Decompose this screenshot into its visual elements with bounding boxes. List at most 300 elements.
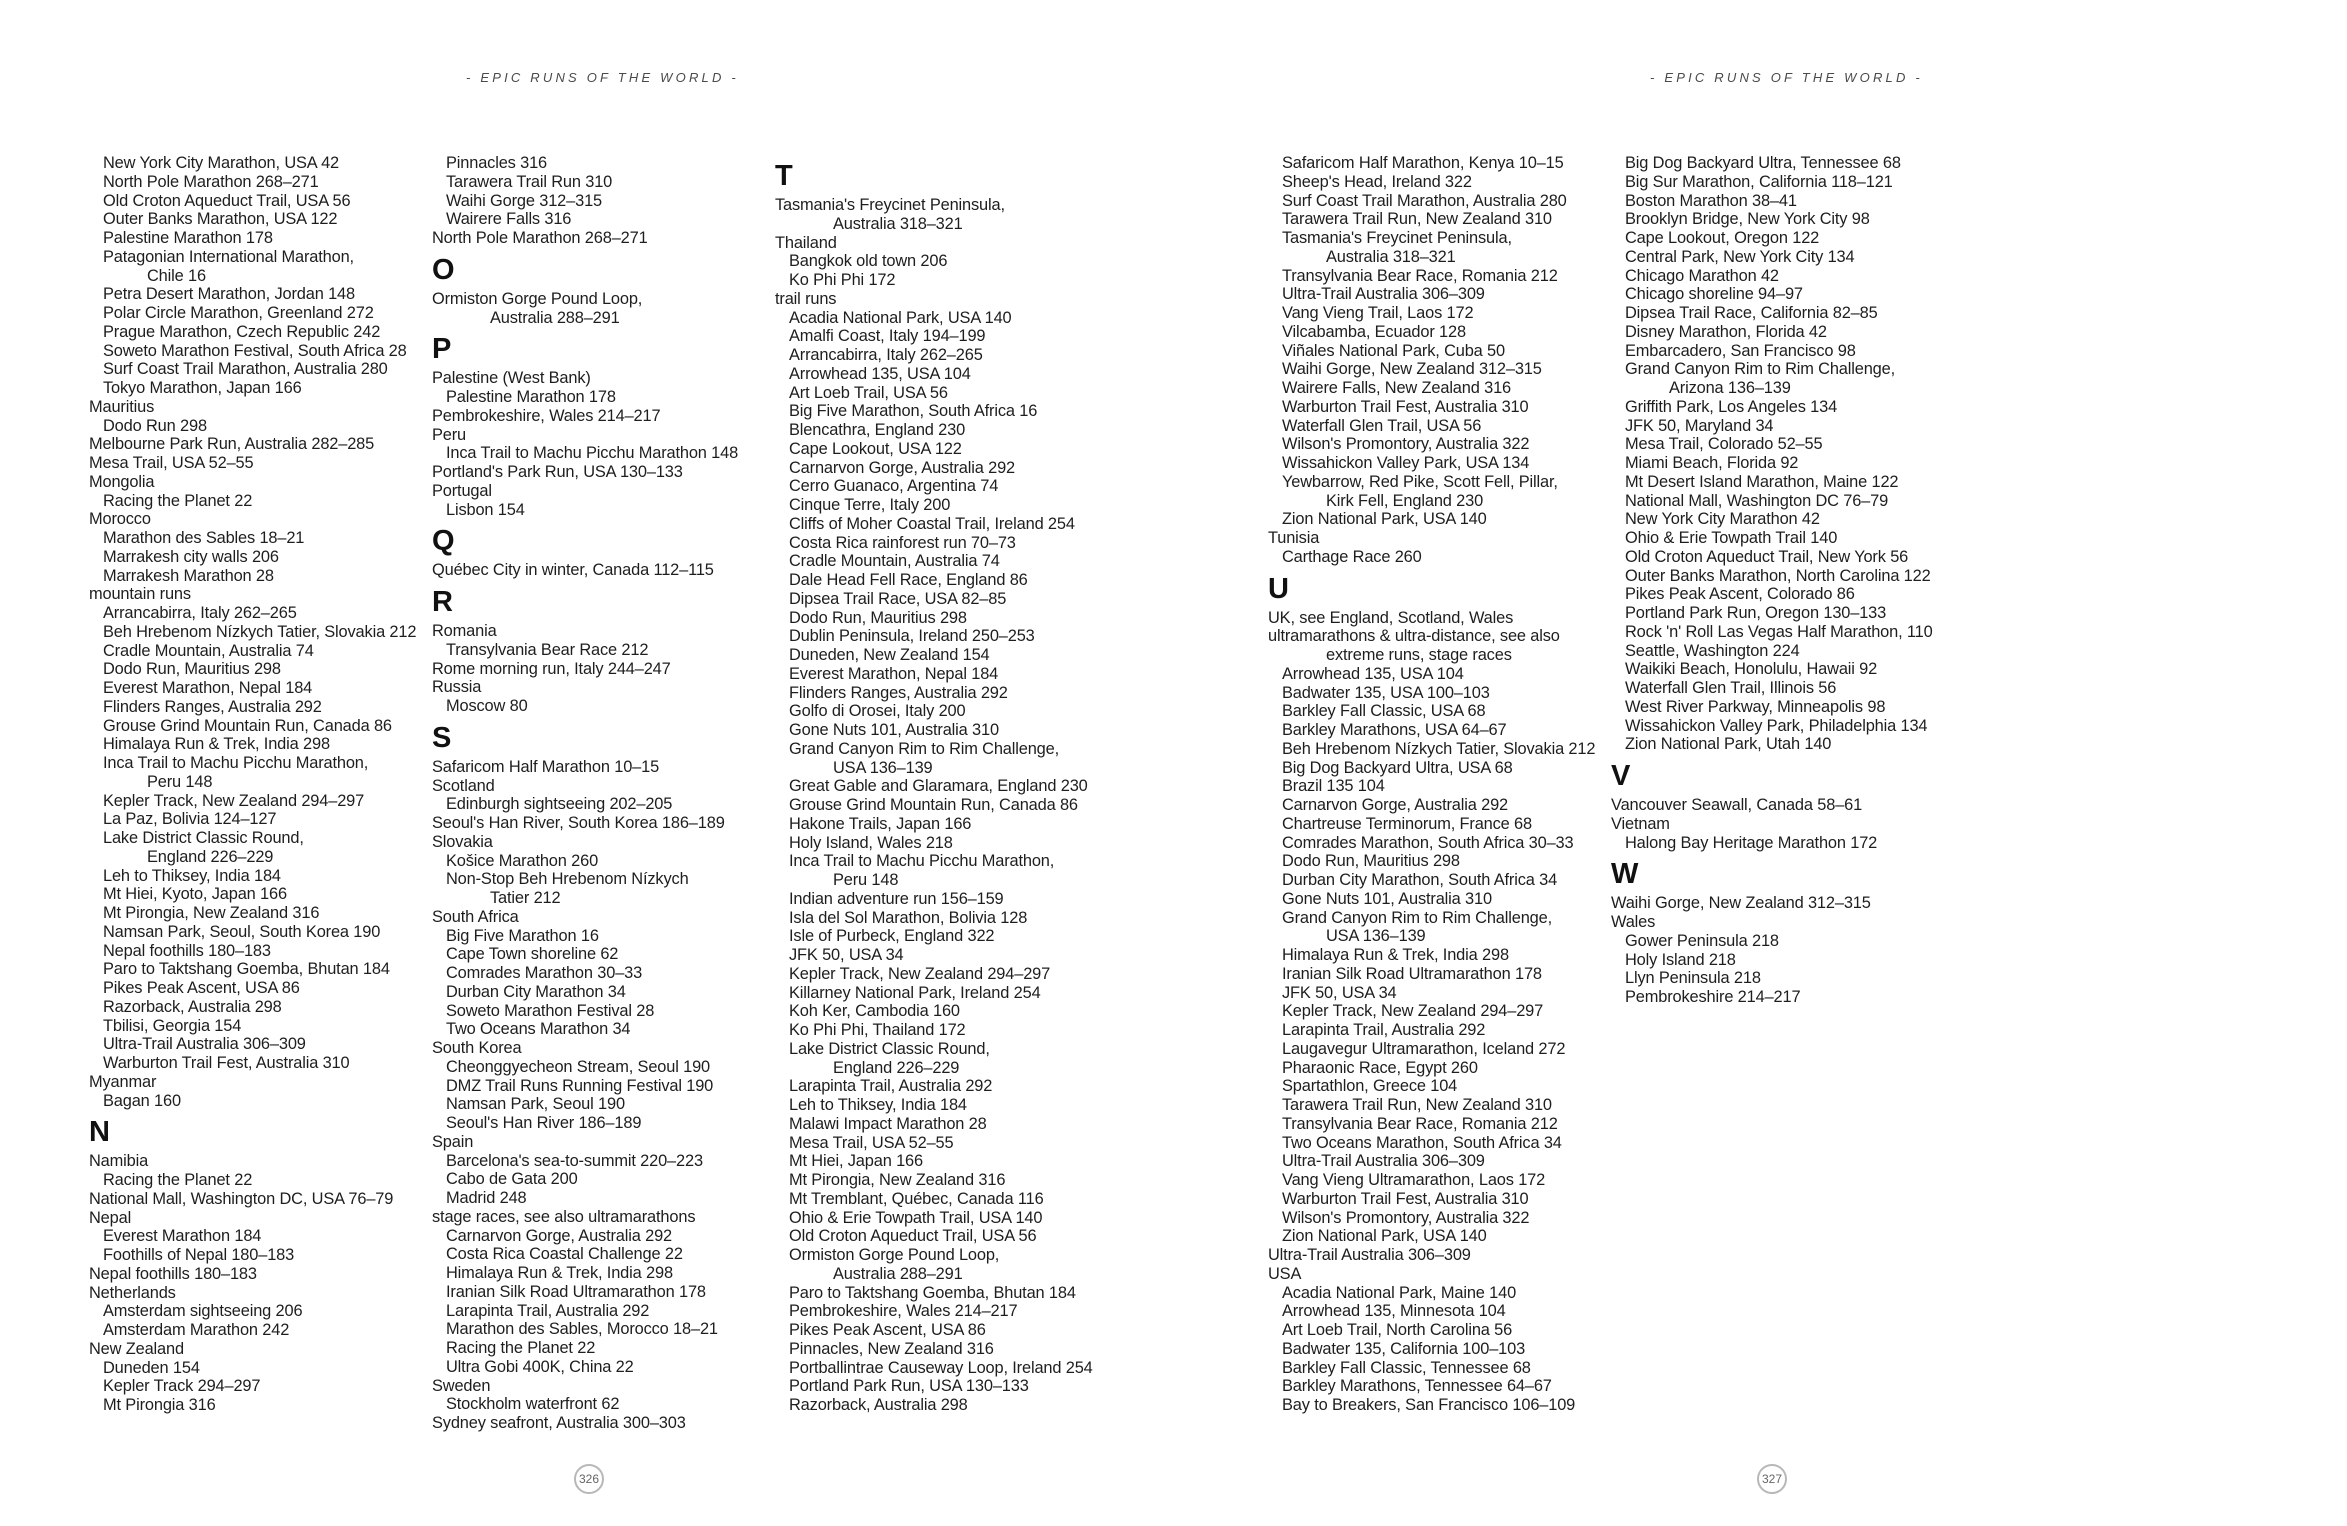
- index-subentry: Blencathra, England 230: [789, 421, 966, 439]
- index-subentry: Mt Pirongia, New Zealand 316: [103, 904, 320, 922]
- index-subentry: Grand Canyon Rim to Rim Challenge,: [1282, 908, 1553, 927]
- index-subentry: Surf Coast Trail Marathon, Australia 280: [1282, 191, 1567, 210]
- index-subentry: Miami Beach, Florida 92: [1625, 454, 1799, 472]
- index-subentry: Cape Town shoreline 62: [446, 945, 619, 964]
- index-subentry: Big Sur Marathon, California 118–121: [1625, 172, 1893, 191]
- index-entry: Vancouver Seawall, Canada 58–61: [1611, 796, 1863, 814]
- index-subentry: Holy Island 218: [1625, 950, 1736, 969]
- index-subentry: Laugavegur Ultramarathon, Iceland 272: [1282, 1039, 1566, 1058]
- index-subentry: Dublin Peninsula, Ireland 250–253: [789, 627, 1035, 646]
- index-entry: Mauritius: [89, 397, 155, 416]
- index-subentry: Isla del Sol Marathon, Bolivia 128: [789, 908, 1028, 927]
- index-subentry: Dodo Run, Mauritius 298: [789, 608, 967, 627]
- index-subentry: Chartreuse Terminorum, France 68: [1282, 814, 1532, 833]
- index-entry: mountain runs: [89, 585, 191, 604]
- index-subentry: Stockholm waterfront 62: [446, 1395, 620, 1414]
- index-subentry: Embarcadero, San Francisco 98: [1625, 341, 1856, 360]
- index-entry: Ormiston Gorge Pound Loop,: [432, 289, 643, 308]
- index-entry: USA: [1268, 1264, 1302, 1283]
- index-entry: Myanmar: [89, 1072, 157, 1091]
- index-subentry: Spartathlon, Greece 104: [1282, 1077, 1458, 1096]
- index-subentry: Flinders Ranges, Australia 292: [789, 683, 1008, 702]
- index-subentry: Waterfall Glen Trail, USA 56: [1282, 416, 1482, 435]
- index-subentry: Ultra-Trail Australia 306–309: [1282, 1152, 1485, 1171]
- index-subentry: Everest Marathon, Nepal 184: [103, 679, 313, 697]
- index-subentry: Malawi Impact Marathon 28: [789, 1114, 987, 1133]
- index-subentry: Kepler Track, New Zealand 294–297: [1282, 1002, 1544, 1021]
- index-subentry: Badwater 135, California 100–103: [1282, 1339, 1526, 1358]
- index-subentry: Transylvania Bear Race 212: [446, 640, 649, 659]
- index-subentry: Rock 'n' Roll Las Vegas Half Marathon, 110: [1625, 622, 1933, 641]
- index-entry: South Africa: [432, 907, 519, 926]
- index-subentry: Beh Hrebenom Nízkych Tatier, Slovakia 212: [103, 622, 417, 641]
- index-entry: Morocco: [89, 510, 151, 529]
- index-subentry: Chicago Marathon 42: [1625, 266, 1779, 285]
- index-subentry: Ultra Gobi 400K, China 22: [446, 1357, 634, 1376]
- index-subentry: Brooklyn Bridge, New York City 98: [1625, 210, 1870, 229]
- index-subentry: Ohio & Erie Towpath Trail, USA 140: [789, 1208, 1043, 1227]
- index-subentry: Griffith Park, Los Angeles 134: [1625, 397, 1838, 416]
- index-subentry: Indian adventure run 156–159: [789, 889, 1004, 908]
- index-subentry: Art Loeb Trail, USA 56: [789, 383, 948, 402]
- index-continuation: Peru 148: [147, 772, 213, 791]
- index-subentry: Cliffs of Moher Coastal Trail, Ireland 254: [789, 514, 1075, 533]
- index-subentry: Central Park, New York City 134: [1625, 247, 1855, 266]
- index-column-5: [1611, 154, 1933, 1007]
- index-subentry: Koh Ker, Cambodia 160: [789, 1002, 960, 1021]
- index-subentry: Prague Marathon, Czech Republic 242: [103, 322, 381, 341]
- index-subentry: Mt Hiei, Kyoto, Japan 166: [103, 885, 287, 904]
- index-subentry: Ko Phi Phi 172: [789, 271, 896, 289]
- index-entry: Namibia: [89, 1152, 149, 1171]
- index-continuation: Australia 288–291: [490, 308, 620, 327]
- index-subentry: Amsterdam sightseeing 206: [103, 1302, 303, 1321]
- index-continuation: Tatier 212: [490, 889, 561, 907]
- index-subentry: Leh to Thiksey, India 184: [789, 1096, 967, 1114]
- index-subentry: Comrades Marathon, South Africa 30–33: [1282, 833, 1574, 852]
- index-subentry: JFK 50, USA 34: [789, 946, 904, 964]
- index-subentry: Wairere Falls, New Zealand 316: [1282, 379, 1512, 397]
- index-entry: Portugal: [432, 481, 492, 500]
- index-subentry: Comrades Marathon 30–33: [446, 964, 643, 982]
- index-entry: North Pole Marathon 268–271: [432, 229, 648, 247]
- index-subentry: Dodo Run, Mauritius 298: [103, 660, 281, 679]
- index-subentry: Amsterdam Marathon 242: [103, 1321, 290, 1339]
- index-subentry: Llyn Peninsula 218: [1625, 969, 1761, 988]
- index-subentry: Wissahickon Valley Park, USA 134: [1282, 454, 1530, 472]
- index-subentry: Dale Head Fell Race, England 86: [789, 571, 1028, 589]
- index-subentry: Racing the Planet 22: [103, 491, 253, 510]
- index-subentry: North Pole Marathon 268–271: [103, 172, 319, 191]
- index-subentry: Mt Tremblant, Québec, Canada 116: [789, 1189, 1044, 1208]
- section-letter: Q: [432, 525, 455, 558]
- index-subentry: Lake District Classic Round,: [103, 829, 304, 847]
- page-number-right: 327: [1757, 1464, 1787, 1494]
- index-subentry: Acadia National Park, Maine 140: [1282, 1283, 1517, 1302]
- index-subentry: Inca Trail to Machu Picchu Marathon,: [789, 852, 1055, 871]
- index-subentry: Warburton Trail Fest, Australia 310: [1282, 397, 1529, 416]
- index-subentry: Kepler Track 294–297: [103, 1377, 261, 1396]
- index-subentry: Larapinta Trail, Australia 292: [446, 1301, 650, 1320]
- index-entry: trail runs: [775, 289, 837, 308]
- index-subentry: Costa Rica rainforest run 70–73: [789, 533, 1016, 552]
- index-subentry: Larapinta Trail, Australia 292: [789, 1077, 993, 1096]
- index-subentry: Racing the Planet 22: [103, 1171, 253, 1189]
- index-subentry: DMZ Trail Runs Running Festival 190: [446, 1076, 714, 1095]
- index-subentry: Carnarvon Gorge, Australia 292: [446, 1226, 673, 1245]
- index-subentry: Duneden, New Zealand 154: [789, 646, 990, 664]
- index-subentry: Sheep's Head, Ireland 322: [1282, 172, 1472, 191]
- index-subentry: Vang Vieng Ultramarathon, Laos 172: [1282, 1171, 1546, 1189]
- index-subentry: Ultra-Trail Australia 306–309: [1282, 285, 1485, 304]
- index-subentry: Bagan 160: [103, 1091, 181, 1110]
- index-subentry: Paro to Taktshang Goemba, Bhutan 184: [103, 960, 390, 979]
- index-subentry: Paro to Taktshang Goemba, Bhutan 184: [789, 1283, 1076, 1302]
- index-continuation: USA 136–139: [1326, 927, 1426, 946]
- index-subentry: Soweto Marathon Festival 28: [446, 1001, 655, 1020]
- index-subentry: Tasmania's Freycinet Peninsula,: [1282, 229, 1512, 247]
- index-subentry: Outer Banks Marathon, North Carolina 122: [1625, 566, 1931, 585]
- index-subentry: Mt Hiei, Japan 166: [789, 1152, 923, 1171]
- index-subentry: Portland Park Run, Oregon 130–133: [1625, 604, 1887, 622]
- index-subentry: Barkley Marathons, USA 64–67: [1282, 721, 1507, 739]
- index-subentry: Palestine Marathon 178: [446, 388, 616, 406]
- index-subentry: Zion National Park, Utah 140: [1625, 735, 1832, 754]
- section-letter: N: [89, 1116, 110, 1149]
- index-subentry: Wairere Falls 316: [446, 210, 572, 229]
- index-subentry: Marathon des Sables 18–21: [103, 529, 305, 547]
- index-subentry: Tbilisi, Georgia 154: [103, 1016, 242, 1035]
- index-subentry: Disney Marathon, Florida 42: [1625, 322, 1827, 341]
- index-subentry: Vilcabamba, Ecuador 128: [1282, 322, 1466, 341]
- index-subentry: Arrancabirra, Italy 262–265: [103, 604, 297, 622]
- index-subentry: JFK 50, Maryland 34: [1625, 416, 1774, 435]
- index-subentry: Wissahickon Valley Park, Philadelphia 134: [1625, 716, 1928, 735]
- index-continuation: Peru 148: [833, 871, 899, 889]
- index-subentry: Larapinta Trail, Australia 292: [1282, 1021, 1486, 1039]
- index-subentry: Cerro Guanaco, Argentina 74: [789, 477, 999, 496]
- index-subentry: Wilson's Promontory, Australia 322: [1282, 1208, 1530, 1227]
- index-subentry: Moscow 80: [446, 697, 528, 715]
- index-entry: Palestine (West Bank): [432, 369, 591, 388]
- index-subentry: Durban City Marathon, South Africa 34: [1282, 871, 1558, 889]
- index-subentry: Lisbon 154: [446, 500, 525, 519]
- index-subentry: Warburton Trail Fest, Australia 310: [1282, 1189, 1529, 1208]
- section-letter: V: [1611, 760, 1631, 792]
- index-subentry: National Mall, Washington DC 76–79: [1625, 491, 1889, 510]
- index-continuation: Australia 318–321: [833, 214, 963, 233]
- index-subentry: Nepal foothills 180–183: [103, 941, 271, 960]
- index-subentry: Badwater 135, USA 100–103: [1282, 683, 1490, 702]
- index-entry: Nepal foothills 180–183: [89, 1264, 257, 1283]
- index-subentry: Namsan Park, Seoul, South Korea 190: [103, 922, 381, 941]
- index-continuation: Australia 288–291: [833, 1264, 963, 1283]
- index-subentry: Grouse Grind Mountain Run, Canada 86: [789, 796, 1078, 814]
- index-subentry: Barcelona's sea-to-summit 220–223: [446, 1151, 703, 1170]
- index-entry: Tasmania's Freycinet Peninsula,: [775, 196, 1005, 214]
- index-subentry: Razorback, Australia 298: [789, 1396, 968, 1414]
- index-subentry: Pikes Peak Ascent, Colorado 86: [1625, 585, 1855, 604]
- running-header-right: - EPIC RUNS OF THE WORLD -: [1650, 70, 1923, 85]
- section-letter: S: [432, 721, 452, 754]
- index-entry: South Korea: [432, 1039, 522, 1057]
- index-subentry: Ultra-Trail Australia 306–309: [103, 1035, 306, 1054]
- index-subentry: Grand Canyon Rim to Rim Challenge,: [789, 739, 1060, 758]
- index-subentry: Palestine Marathon 178: [103, 229, 273, 247]
- index-subentry: Art Loeb Trail, North Carolina 56: [1282, 1321, 1513, 1339]
- index-subentry: Tarawera Trail Run, New Zealand 310: [1282, 1096, 1552, 1114]
- index-subentry: Grouse Grind Mountain Run, Canada 86: [103, 716, 392, 735]
- index-entry: ultramarathons & ultra-distance, see also: [1268, 627, 1560, 646]
- index-subentry: Petra Desert Marathon, Jordan 148: [103, 285, 355, 304]
- page-number-left: 326: [574, 1464, 604, 1494]
- index-subentry: Acadia National Park, USA 140: [789, 308, 1012, 327]
- index-subentry: Everest Marathon, Nepal 184: [789, 664, 999, 683]
- index-subentry: Zion National Park, USA 140: [1282, 1227, 1487, 1246]
- index-entry: Tunisia: [1268, 529, 1320, 547]
- index-entry: Sweden: [432, 1376, 491, 1395]
- index-subentry: Mt Pirongia, New Zealand 316: [789, 1171, 1006, 1189]
- index-subentry: Pembrokeshire, Wales 214–217: [789, 1302, 1018, 1321]
- index-entry: Pembrokeshire, Wales 214–217: [432, 406, 661, 425]
- index-subentry: Grand Canyon Rim to Rim Challenge,: [1625, 360, 1896, 379]
- index-subentry: Bangkok old town 206: [789, 252, 948, 271]
- index-subentry: Durban City Marathon 34: [446, 982, 626, 1001]
- index-subentry: West River Parkway, Minneapolis 98: [1625, 697, 1886, 716]
- index-entry: Ultra-Trail Australia 306–309: [1268, 1246, 1471, 1264]
- index-subentry: Polar Circle Marathon, Greenland 272: [103, 304, 374, 322]
- index-subentry: Racing the Planet 22: [446, 1339, 596, 1357]
- index-subentry: Wilson's Promontory, Australia 322: [1282, 435, 1530, 454]
- index-subentry: Costa Rica Coastal Challenge 22: [446, 1245, 683, 1264]
- section-letter: O: [432, 253, 455, 286]
- index-subentry: Bay to Breakers, San Francisco 106–109: [1282, 1396, 1576, 1414]
- index-subentry: Mt Desert Island Marathon, Maine 122: [1625, 472, 1899, 491]
- index-subentry: Carnarvon Gorge, Australia 292: [1282, 796, 1509, 814]
- index-subentry: New York City Marathon 42: [1625, 510, 1820, 529]
- index-subentry: Dodo Run, Mauritius 298: [1282, 852, 1460, 871]
- index-subentry: Boston Marathon 38–41: [1625, 191, 1797, 210]
- index-subentry: Gone Nuts 101, Australia 310: [789, 721, 999, 739]
- index-subentry: Waikiki Beach, Honolulu, Hawaii 92: [1625, 660, 1878, 679]
- index-subentry: Cabo de Gata 200: [446, 1170, 578, 1189]
- index-entry: Nepal: [89, 1208, 132, 1227]
- index-subentry: Košice Marathon 260: [446, 851, 599, 870]
- index-entry: Mongolia: [89, 472, 155, 491]
- index-entry: Wales: [1611, 913, 1656, 931]
- index-subentry: Inca Trail to Machu Picchu Marathon 148: [446, 444, 739, 463]
- index-entry: Seoul's Han River, South Korea 186–189: [432, 814, 725, 832]
- index-subentry: Madrid 248: [446, 1189, 527, 1207]
- index-subentry: JFK 50, USA 34: [1282, 983, 1397, 1002]
- index-column-1: [89, 154, 416, 1415]
- index-subentry: Waihi Gorge 312–315: [446, 191, 602, 210]
- index-entry: Mesa Trail, USA 52–55: [89, 454, 254, 472]
- index-entry: Spain: [432, 1132, 474, 1151]
- index-subentry: Portland Park Run, USA 130–133: [789, 1377, 1029, 1396]
- index-subentry: Old Croton Aqueduct Trail, New York 56: [1625, 547, 1909, 566]
- index-subentry: Waihi Gorge, New Zealand 312–315: [1282, 360, 1542, 379]
- index-subentry: Edinburgh sightseeing 202–205: [446, 795, 673, 814]
- index-entry: Waihi Gorge, New Zealand 312–315: [1611, 894, 1871, 913]
- index-subentry: Iranian Silk Road Ultramarathon 178: [1282, 964, 1542, 983]
- index-entry: Romania: [432, 622, 497, 640]
- index-subentry: Surf Coast Trail Marathon, Australia 280: [103, 360, 388, 379]
- index-entry: stage races, see also ultramarathons: [432, 1207, 696, 1226]
- index-subentry: Inca Trail to Machu Picchu Marathon,: [103, 754, 369, 772]
- index-entry: National Mall, Washington DC, USA 76–79: [89, 1189, 394, 1208]
- running-header-left: - EPIC RUNS OF THE WORLD -: [466, 70, 739, 85]
- index-subentry: Arrowhead 135, USA 104: [1282, 664, 1464, 683]
- index-entry: Netherlands: [89, 1283, 176, 1302]
- index-subentry: Hakone Trails, Japan 166: [789, 814, 972, 833]
- index-subentry: Carthage Race 260: [1282, 547, 1422, 566]
- index-subentry: Dipsea Trail Race, USA 82–85: [789, 589, 1007, 608]
- index-subentry: Iranian Silk Road Ultramarathon 178: [446, 1282, 706, 1301]
- index-continuation: USA 136–139: [833, 758, 933, 777]
- index-subentry: Everest Marathon 184: [103, 1227, 262, 1246]
- index-subentry: Big Dog Backyard Ultra, Tennessee 68: [1625, 154, 1901, 172]
- index-subentry: Viñales National Park, Cuba 50: [1282, 341, 1505, 360]
- index-entry: Thailand: [775, 233, 837, 252]
- index-subentry: Great Gable and Glaramara, England 230: [789, 777, 1088, 796]
- section-letter: R: [432, 586, 453, 618]
- index-subentry: Transylvania Bear Race, Romania 212: [1282, 1114, 1558, 1133]
- index-subentry: Soweto Marathon Festival, South Africa 28: [103, 341, 407, 360]
- index-continuation: Australia 318–321: [1326, 247, 1456, 266]
- index-subentry: Himalaya Run & Trek, India 298: [103, 735, 330, 754]
- index-subentry: Barkley Fall Classic, USA 68: [1282, 702, 1486, 721]
- index-subentry: Patagonian International Marathon,: [103, 247, 354, 266]
- index-subentry: Beh Hrebenom Nízkych Tatier, Slovakia 212: [1282, 739, 1596, 758]
- index-entry: Rome morning run, Italy 244–247: [432, 659, 671, 678]
- index-subentry: Brazil 135 104: [1282, 777, 1385, 796]
- index-subentry: Lake District Classic Round,: [789, 1039, 990, 1058]
- index-subentry: Pinnacles, New Zealand 316: [789, 1339, 994, 1358]
- index-subentry: Old Croton Aqueduct Trail, USA 56: [103, 191, 351, 210]
- index-subentry: Marathon des Sables, Morocco 18–21: [446, 1320, 718, 1339]
- index-subentry: Arrowhead 135, USA 104: [789, 364, 971, 383]
- index-subentry: Vang Vieng Trail, Laos 172: [1282, 304, 1474, 322]
- index-subentry: Big Five Marathon 16: [446, 926, 599, 945]
- index-subentry: Cradle Mountain, Australia 74: [103, 641, 314, 660]
- index-subentry: Marrakesh Marathon 28: [103, 566, 274, 585]
- index-entry: Russia: [432, 678, 482, 697]
- index-subentry: Non-Stop Beh Hrebenom Nízkych: [446, 870, 689, 889]
- index-subentry: Ohio & Erie Towpath Trail 140: [1625, 529, 1838, 547]
- index-continuation: Kirk Fell, England 230: [1326, 491, 1484, 510]
- index-subentry: Himalaya Run & Trek, India 298: [1282, 946, 1509, 964]
- index-continuation: extreme runs, stage races: [1326, 646, 1512, 664]
- index-subentry: Mesa Trail, USA 52–55: [789, 1133, 954, 1152]
- index-subentry: Safaricom Half Marathon, Kenya 10–15: [1282, 154, 1564, 172]
- index-subentry: Tarawera Trail Run 310: [446, 172, 613, 191]
- index-continuation: England 226–229: [833, 1058, 960, 1077]
- section-letter: W: [1611, 858, 1639, 891]
- index-subentry: Himalaya Run & Trek, India 298: [446, 1264, 673, 1282]
- index-subentry: Two Oceans Marathon 34: [446, 1020, 631, 1039]
- index-entry: Safaricom Half Marathon 10–15: [432, 757, 660, 776]
- section-letter: T: [775, 160, 793, 192]
- index-subentry: Holy Island, Wales 218: [789, 833, 953, 852]
- index-subentry: Cheonggyecheon Stream, Seoul 190: [446, 1057, 711, 1076]
- index-continuation: Chile 16: [147, 266, 206, 285]
- index-subentry: Marrakesh city walls 206: [103, 547, 279, 566]
- index-continuation: England 226–229: [147, 847, 274, 866]
- index-entry: Melbourne Park Run, Australia 282–285: [89, 435, 375, 454]
- index-entry: UK, see England, Scotland, Wales: [1268, 608, 1514, 627]
- index-subentry: La Paz, Bolivia 124–127: [103, 810, 277, 829]
- index-subentry: Pikes Peak Ascent, USA 86: [103, 979, 300, 997]
- index-subentry: Yewbarrow, Red Pike, Scott Fell, Pillar,: [1282, 472, 1558, 491]
- index-subentry: Old Croton Aqueduct Trail, USA 56: [789, 1227, 1037, 1246]
- index-subentry: Gower Peninsula 218: [1625, 931, 1779, 950]
- index-subentry: Ormiston Gorge Pound Loop,: [789, 1246, 1000, 1264]
- index-column-3: [775, 154, 1093, 1415]
- index-entry: Slovakia: [432, 832, 493, 851]
- index-subentry: Halong Bay Heritage Marathon 172: [1625, 833, 1878, 852]
- index-subentry: Kepler Track, New Zealand 294–297: [103, 791, 365, 810]
- index-subentry: Waterfall Glen Trail, Illinois 56: [1625, 679, 1837, 697]
- index-subentry: Carnarvon Gorge, Australia 292: [789, 458, 1016, 477]
- index-subentry: Two Oceans Marathon, South Africa 34: [1282, 1133, 1562, 1152]
- index-subentry: Pembrokeshire 214–217: [1625, 988, 1801, 1006]
- index-subentry: Amalfi Coast, Italy 194–199: [789, 327, 986, 346]
- index-subentry: Pharaonic Race, Egypt 260: [1282, 1058, 1478, 1077]
- section-letter: P: [432, 333, 452, 366]
- index-subentry: Pinnacles 316: [446, 154, 548, 172]
- index-subentry: Razorback, Australia 298: [103, 997, 282, 1016]
- index-subentry: Seattle, Washington 224: [1625, 641, 1800, 660]
- index-subentry: Cape Lookout, Oregon 122: [1625, 229, 1820, 247]
- index-subentry: Cinque Terre, Italy 200: [789, 496, 951, 514]
- index-subentry: Cape Lookout, USA 122: [789, 439, 962, 458]
- index-subentry: Killarney National Park, Ireland 254: [789, 983, 1041, 1002]
- index-subentry: Barkley Marathons, Tennessee 64–67: [1282, 1377, 1552, 1396]
- index-entry: Portland's Park Run, USA 130–133: [432, 463, 683, 481]
- index-subentry: Dipsea Trail Race, California 82–85: [1625, 304, 1878, 322]
- index-subentry: Chicago shoreline 94–97: [1625, 285, 1803, 304]
- index-subentry: Gone Nuts 101, Australia 310: [1282, 889, 1492, 908]
- index-subentry: Ko Phi Phi, Thailand 172: [789, 1021, 966, 1039]
- index-subentry: Seoul's Han River 186–189: [446, 1114, 642, 1132]
- index-subentry: Outer Banks Marathon, USA 122: [103, 210, 338, 229]
- index-subentry: Arrancabirra, Italy 262–265: [789, 346, 983, 364]
- index-entry: Québec City in winter, Canada 112–115: [432, 561, 714, 580]
- index-subentry: Dodo Run 298: [103, 416, 207, 435]
- index-subentry: Pikes Peak Ascent, USA 86: [789, 1321, 986, 1339]
- index-subentry: Flinders Ranges, Australia 292: [103, 697, 322, 716]
- index-column-4: [1268, 154, 1595, 1415]
- index-subentry: Big Five Marathon, South Africa 16: [789, 402, 1038, 421]
- section-letter: U: [1268, 572, 1289, 605]
- index-continuation: Arizona 136–139: [1669, 379, 1791, 397]
- index-subentry: Foothills of Nepal 180–183: [103, 1246, 295, 1264]
- index-subentry: Portballintrae Causeway Loop, Ireland 254: [789, 1358, 1093, 1377]
- index-subentry: Duneden 154: [103, 1358, 200, 1377]
- index-entry: Peru: [432, 425, 467, 444]
- index-subentry: Leh to Thiksey, India 184: [103, 866, 281, 885]
- index-subentry: Isle of Purbeck, England 322: [789, 927, 995, 946]
- index-subentry: Big Dog Backyard Ultra, USA 68: [1282, 758, 1513, 777]
- index-subentry: Mt Pirongia 316: [103, 1396, 216, 1414]
- index-subentry: Tokyo Marathon, Japan 166: [103, 379, 302, 397]
- index-subentry: Zion National Park, USA 140: [1282, 510, 1487, 529]
- index-entry: Scotland: [432, 776, 495, 795]
- index-entry: Sydney seafront, Australia 300–303: [432, 1414, 686, 1432]
- index-entry: Vietnam: [1611, 814, 1670, 833]
- index-subentry: Golfo di Orosei, Italy 200: [789, 702, 966, 721]
